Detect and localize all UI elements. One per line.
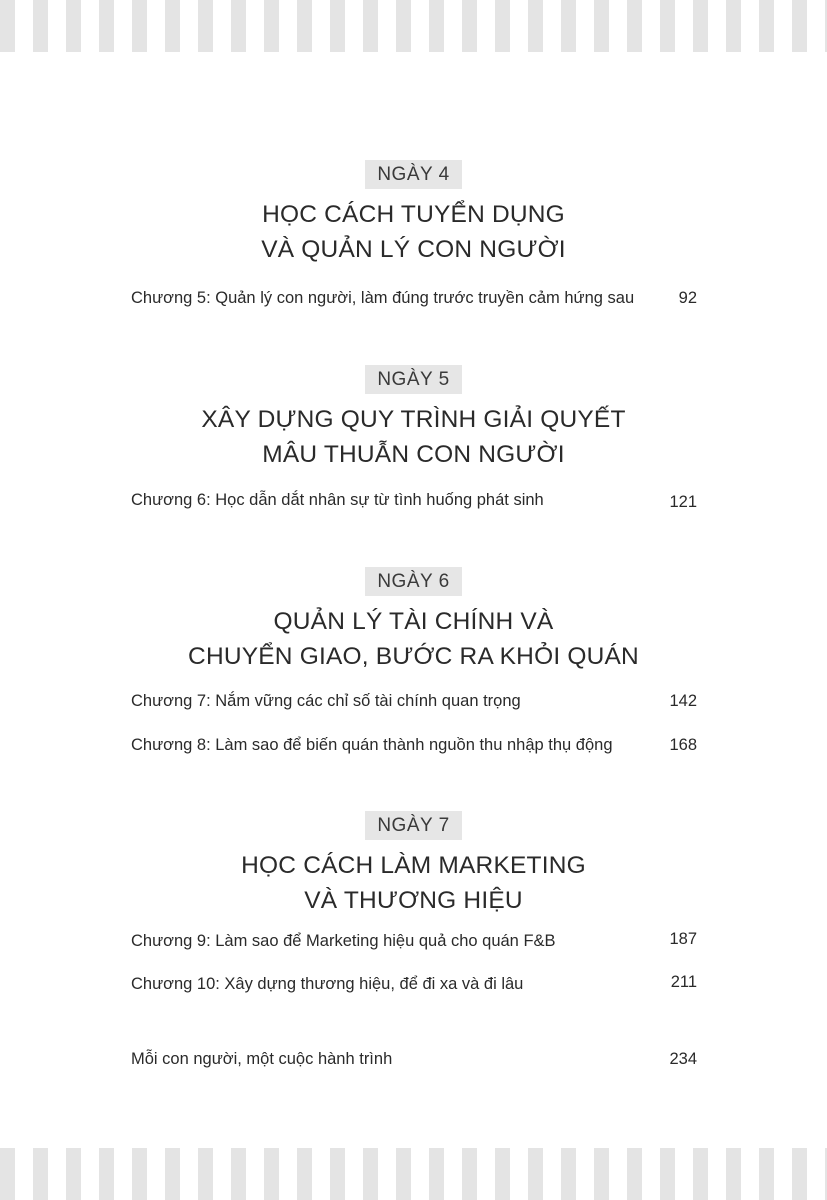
day-title-line: MÂU THUẪN CON NGƯỜI — [262, 441, 565, 468]
toc-entry-page: 168 — [669, 736, 697, 754]
toc-entry-title: Chương 7: Nắm vững các chỉ số tài chính quan trọng — [131, 692, 521, 710]
day-tag: NGÀY 6 — [365, 567, 461, 596]
day-title-line: HỌC CÁCH LÀM MARKETING — [241, 852, 586, 879]
toc-entry-title: Chương 5: Quản lý con người, làm đúng trước truyền cảm hứng sau — [131, 289, 635, 307]
day-section-6 — [0, 567, 827, 674]
day-tag: NGÀY 4 — [365, 160, 461, 189]
toc-entry[interactable] — [131, 973, 697, 995]
toc-entry[interactable] — [131, 930, 697, 952]
day-title — [0, 604, 827, 674]
toc-entry-title: Chương 8: Làm sao để biến quán thành nguồn thu nhập thụ động — [131, 736, 613, 754]
toc-entry-epilogue[interactable] — [131, 1048, 697, 1070]
toc-entry-page: 142 — [669, 692, 697, 710]
day-section-4 — [0, 160, 827, 267]
day-section-5 — [0, 365, 827, 472]
day-title-line: XÂY DỰNG QUY TRÌNH GIẢI QUYẾT — [201, 406, 626, 433]
day-tag: NGÀY 5 — [365, 365, 461, 394]
toc-entry[interactable] — [131, 489, 697, 511]
toc-entry[interactable] — [131, 287, 697, 309]
day-title — [0, 197, 827, 267]
toc-entry-page: 92 — [678, 289, 697, 307]
top-stripe-band — [0, 0, 827, 52]
toc-entry-page: 234 — [669, 1050, 697, 1068]
toc-entry-title: Mỗi con người, một cuộc hành trình — [131, 1050, 393, 1068]
day-tag: NGÀY 7 — [365, 811, 461, 840]
toc-entry[interactable] — [131, 690, 697, 712]
day-title-line: HỌC CÁCH TUYỂN DỤNG — [262, 201, 565, 228]
day-section-7 — [0, 811, 827, 918]
toc-entry-title: Chương 10: Xây dựng thương hiệu, để đi xa và đi lâu — [131, 975, 524, 993]
day-title-line: QUẢN LÝ TÀI CHÍNH VÀ — [273, 608, 554, 635]
day-title — [0, 848, 827, 918]
toc-entry[interactable] — [131, 734, 697, 756]
toc-entry-page: 121 — [669, 493, 697, 511]
bottom-stripe-band — [0, 1148, 827, 1200]
toc-entry-page: 187 — [669, 930, 697, 948]
day-title-line: VÀ QUẢN LÝ CON NGƯỜI — [261, 236, 566, 263]
day-title-line: VÀ THƯƠNG HIỆU — [304, 887, 523, 914]
day-title — [0, 402, 827, 472]
day-title-line: CHUYỂN GIAO, BƯỚC RA KHỎI QUÁN — [188, 643, 639, 670]
toc-entry-page: 211 — [670, 973, 697, 991]
toc-entry-title: Chương 9: Làm sao để Marketing hiệu quả cho quán F&B — [131, 932, 556, 950]
toc-entry-title: Chương 6: Học dẫn dắt nhân sự từ tình huống phát sinh — [131, 491, 544, 509]
